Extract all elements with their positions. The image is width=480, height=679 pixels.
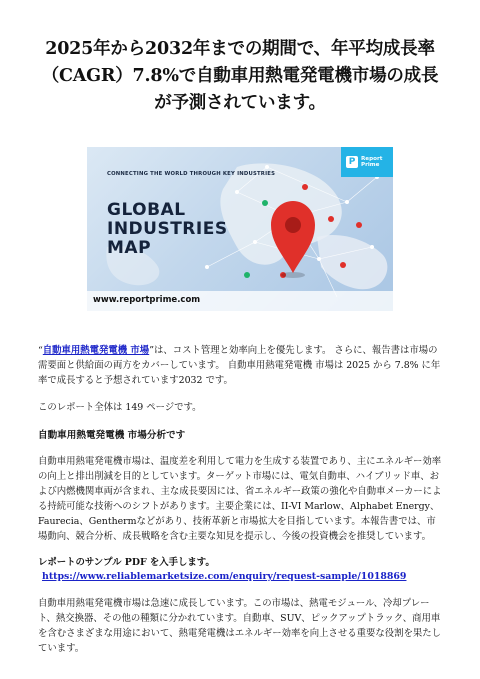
pages-note: このレポート全体は 149 ページです。 (38, 402, 202, 413)
hero-tagline: CONNECTING THE WORLD THROUGH KEY INDUSTRIES (107, 171, 276, 177)
logo-text-top: Report (361, 155, 383, 162)
hero-banner-image (87, 147, 393, 311)
analysis-heading: 自動車用熱電発電機 市場分析です (38, 430, 186, 441)
hero-headline-line: MAP (107, 238, 152, 258)
page-title: 2025年から2032年までの期間で、年平均成長率（CAGR）7.8%で自動車用熱電発電機市場の成長が予測されています。 (41, 39, 439, 113)
hero-headline-line: GLOBAL (107, 200, 186, 220)
report-prime-logo (341, 147, 393, 177)
hero-headline-line: INDUSTRIES (107, 219, 228, 239)
intro-paragraph (38, 343, 442, 388)
sample-request (38, 556, 442, 584)
hero-website: www.reportprime.com (87, 291, 393, 311)
quote-mark: “ (38, 345, 43, 356)
sample-label: レポートのサンプル PDF を入手します。 (38, 557, 215, 568)
logo-mark-icon: P (346, 156, 358, 168)
sample-request-link[interactable]: https://www.reliablemarketsize.com/enquiry/request-sample/1018869 (42, 571, 407, 582)
intro-text: ”は、コスト管理と効率向上を優先します。 さらに、報告書は市場の需要面と供給面の両方をカバーしています。 自動車用熱電発電機 市場は 2025 から 7.8% に年率で成長すると予想されています2032 です。 (38, 345, 441, 386)
market-link[interactable]: 自動車用熱電発電機 市場 (42, 345, 150, 356)
map-pin-icon (271, 201, 315, 278)
hero-headline (107, 201, 228, 258)
logo-text-bottom: Prime (361, 162, 380, 168)
analysis-paragraph: 自動車用熱電発電機市場は、温度差を利用して電力を生成する装置であり、主にエネルギー効率の向上と排出削減を目的としています。ターゲット市場には、電気自動車、ハイブリッド車、および内燃機関車両が含まれ、主な成長要因には、省エネルギー政策の強化や自動車メーカーによる持続可能な技術へのシフトがあります。主要企業には、II-VI Marlow、Alphabet Energy、Faurecia、Genthermなどがあり、技術革新と市場拡大を目指しています。本報告書では、市場動向、競合分析、成長戦略を含む主要な知見を提示し、今後の投資機会を推奨しています。 (38, 456, 442, 542)
segment-paragraph: 自動車用熱電発電機市場は急速に成長しています。この市場は、熱電モジュール、冷却プレート、熱交換器、その他の種類に分かれています。自動車、SUV、ピックアップトラック、商用車を含むさまざまな用途において、熱電発電機はエネルギー効率を向上させる重要な役割を果たしています。 (38, 598, 441, 654)
